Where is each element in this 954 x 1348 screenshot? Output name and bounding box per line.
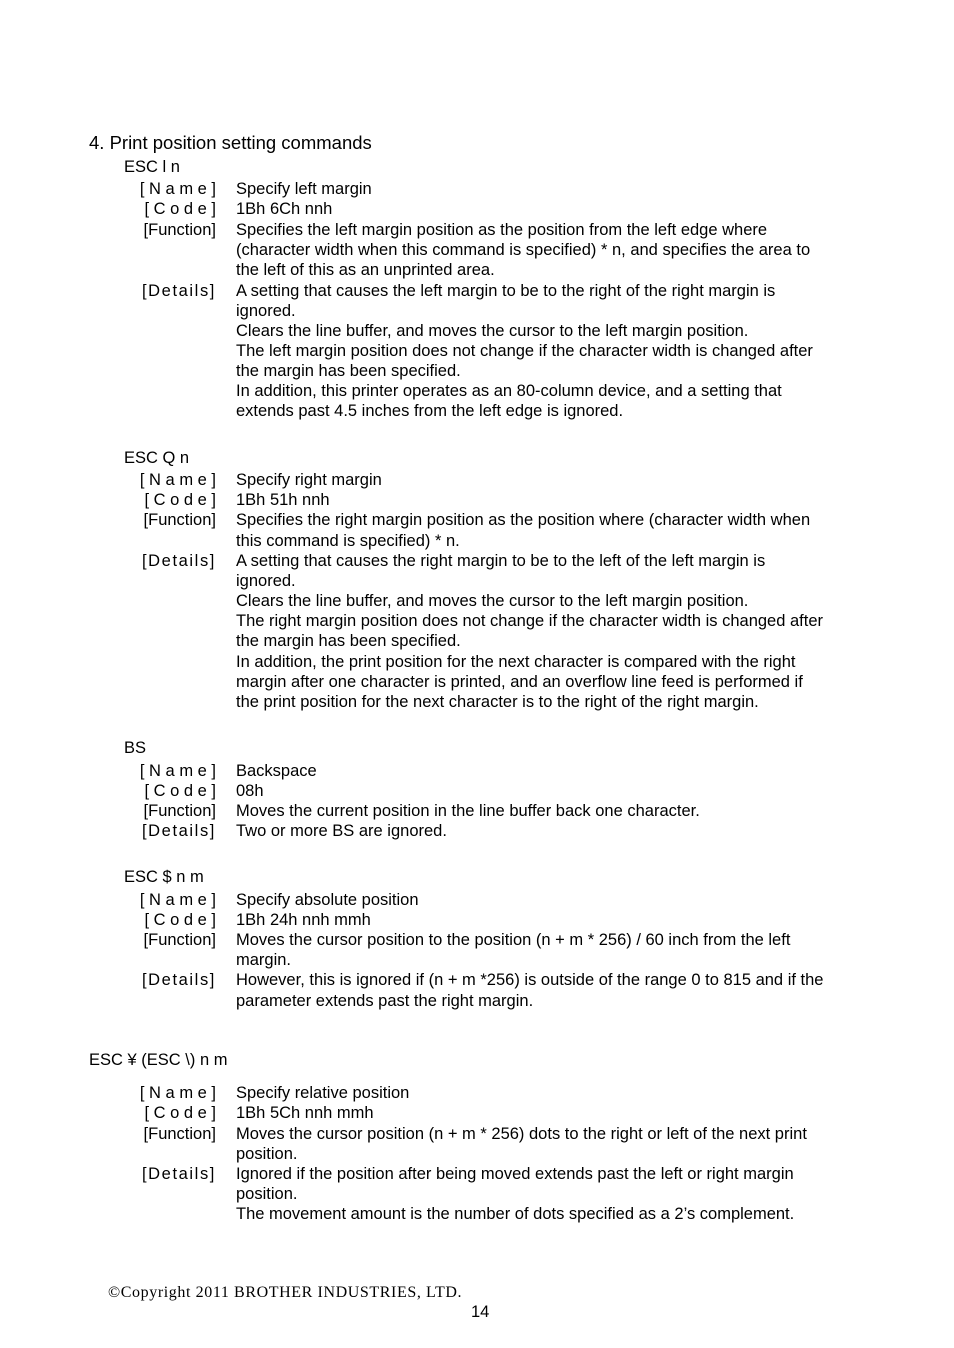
code-label: [ C o d e ] xyxy=(144,200,216,218)
function-line: margin. xyxy=(236,951,292,969)
details-line: However, this is ignored if (n + m *256) is outside of the range 0 to 815 and if the xyxy=(236,971,824,989)
details-line: A setting that causes the right margin to be to the left of the left margin is xyxy=(236,552,766,570)
code-label: [ C o d e ] xyxy=(144,911,216,929)
command-name: Backspace xyxy=(236,762,317,780)
command-code: 08h xyxy=(236,782,264,800)
command-name: Specify relative position xyxy=(236,1084,410,1102)
details-label: [Details] xyxy=(141,552,216,570)
details-line: The right margin position does not change if the character width is changed after xyxy=(236,612,824,630)
name-label: [ N a m e ] xyxy=(139,762,216,780)
function-label: [Function] xyxy=(143,1125,216,1143)
function-line: (character width when this command is specified) * n, and specifies the area to xyxy=(236,241,811,259)
page-number: 14 xyxy=(471,1303,490,1321)
command-code: 1Bh 6Ch nnh xyxy=(236,200,333,218)
details-line: parameter extends past the right margin. xyxy=(236,992,534,1010)
code-label: [ C o d e ] xyxy=(144,782,216,800)
function-line: Specifies the left margin position as the position from the left edge where xyxy=(236,221,768,239)
details-line: The movement amount is the number of dots specified as a 2’s complement. xyxy=(236,1205,795,1223)
function-line: Moves the cursor position to the position (n + m * 256) / 60 inch from the left xyxy=(236,931,791,949)
details-label: [Details] xyxy=(141,822,216,840)
details-label: [Details] xyxy=(141,1165,216,1183)
function-line: position. xyxy=(236,1145,298,1163)
code-label: [ C o d e ] xyxy=(144,1104,216,1122)
function-label: [Function] xyxy=(143,221,216,239)
function-line: Specifies the right margin position as the position where (character width when xyxy=(236,511,811,529)
name-label: [ N a m e ] xyxy=(139,1084,216,1102)
name-label: [ N a m e ] xyxy=(139,471,216,489)
command-code: 1Bh 51h nnh xyxy=(236,491,330,509)
command-title: ESC Q n xyxy=(124,449,190,467)
details-line: ignored. xyxy=(236,572,296,590)
details-line: Two or more BS are ignored. xyxy=(236,822,447,840)
name-label: [ N a m e ] xyxy=(139,891,216,909)
function-label: [Function] xyxy=(143,931,216,949)
function-line: Moves the cursor position (n + m * 256) dots to the right or left of the next print xyxy=(236,1125,807,1143)
copyright-notice: ©Copyright 2011 BROTHER INDUSTRIES, LTD. xyxy=(108,1284,463,1301)
details-line: position. xyxy=(236,1185,298,1203)
command-code: 1Bh 24h nnh mmh xyxy=(236,911,371,929)
function-line: this command is specified) * n. xyxy=(236,532,460,550)
details-line: the margin has been specified. xyxy=(236,632,461,650)
command-name: Specify right margin xyxy=(236,471,382,489)
details-line: Ignored if the position after being moved extends past the left or right margin xyxy=(236,1165,794,1183)
details-line: Clears the line buffer, and moves the cursor to the left margin position. xyxy=(236,322,749,340)
details-line: A setting that causes the left margin to be to the right of the right margin is xyxy=(236,282,776,300)
details-line: extends past 4.5 inches from the left edge is ignored. xyxy=(236,402,624,420)
code-label: [ C o d e ] xyxy=(144,491,216,509)
details-line: Clears the line buffer, and moves the cursor to the left margin position. xyxy=(236,592,749,610)
command-title: ESC l n xyxy=(124,158,180,176)
details-line: In addition, this printer operates as an 80-column device, and a setting that xyxy=(236,382,782,400)
details-label: [Details] xyxy=(141,971,216,989)
function-line: Moves the current position in the line buffer back one character. xyxy=(236,802,700,820)
command-title: BS xyxy=(124,739,147,757)
details-line: ignored. xyxy=(236,302,296,320)
details-line: the margin has been specified. xyxy=(236,362,461,380)
command-name: Specify left margin xyxy=(236,180,372,198)
details-line: The left margin position does not change if the character width is changed after xyxy=(236,342,813,360)
section-heading: 4. Print position setting commands xyxy=(89,132,372,153)
details-label: [Details] xyxy=(141,282,216,300)
name-label: [ N a m e ] xyxy=(139,180,216,198)
command-title: ESC ¥ (ESC \) n m xyxy=(89,1051,228,1069)
details-line: margin after one character is printed, and an overflow line feed is performed if xyxy=(236,673,803,691)
command-title: ESC $ n m xyxy=(124,868,204,886)
details-line: In addition, the print position for the next character is compared with the right xyxy=(236,653,796,671)
function-line: the left of this as an unprinted area. xyxy=(236,261,495,279)
command-name: Specify absolute position xyxy=(236,891,419,909)
function-label: [Function] xyxy=(143,802,216,820)
function-label: [Function] xyxy=(143,511,216,529)
details-line: the print position for the next character is to the right of the right margin. xyxy=(236,693,759,711)
command-code: 1Bh 5Ch nnh mmh xyxy=(236,1104,374,1122)
